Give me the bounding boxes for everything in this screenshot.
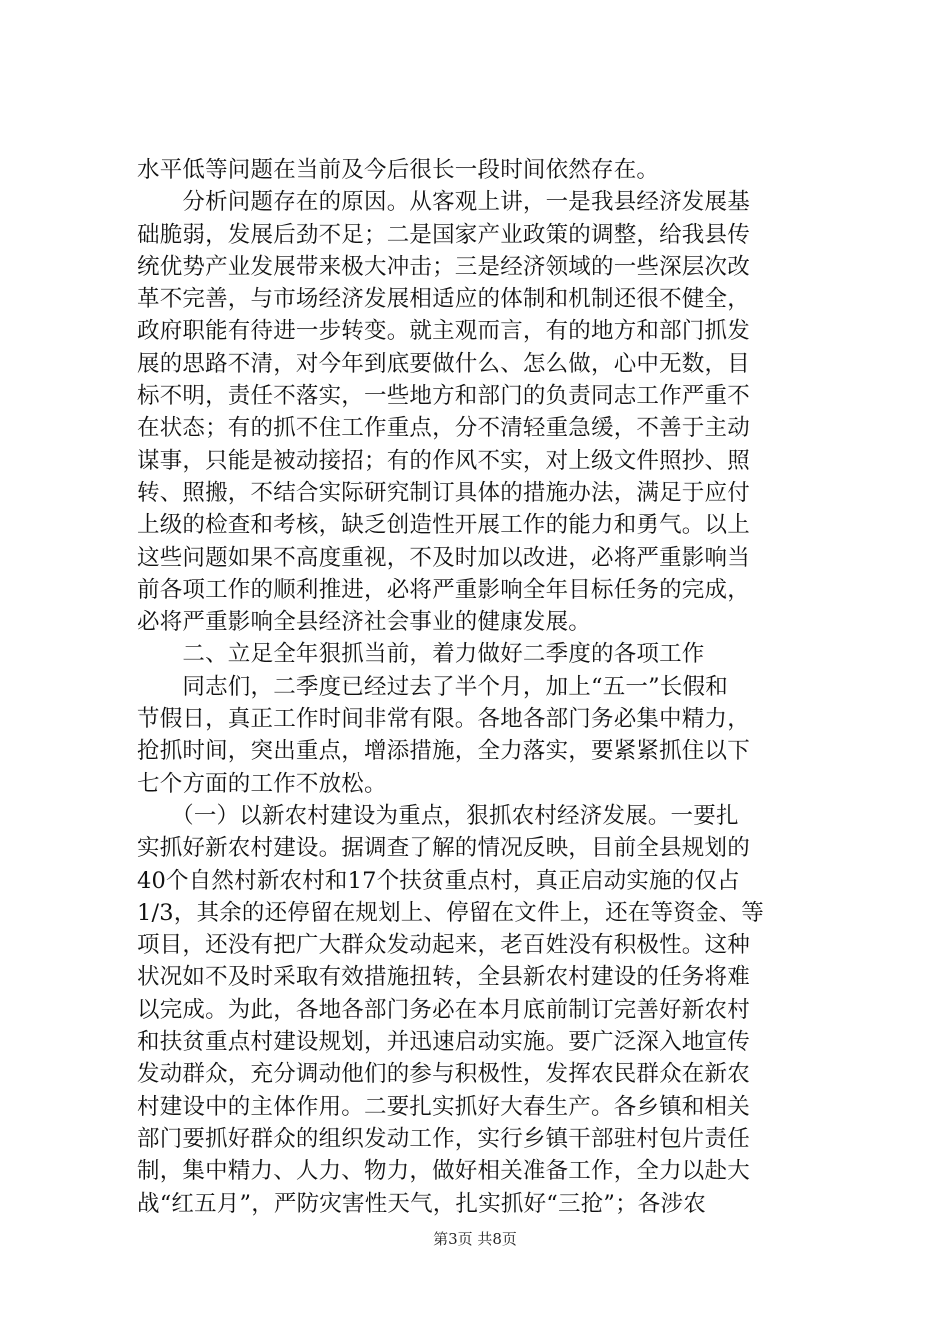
- text-line: （一）以新农村建设为重点，狠抓农村经济发展。一要扎: [137, 802, 739, 829]
- text-line: 统优势产业发展带来极大冲击；三是经济领域的一些深层次改: [137, 253, 750, 280]
- text-line: 前各项工作的顺利推进，必将严重影响全年目标任务的完成，: [137, 576, 750, 603]
- text-line: 同志们，二季度已经过去了半个月，加上“五一”长假和: [137, 673, 728, 700]
- text-line: 政府职能有待进一步转变。就主观而言，有的地方和部门抓发: [137, 318, 750, 345]
- text-line: 和扶贫重点村建设规划，并迅速启动实施。要广泛深入地宣传: [137, 1029, 750, 1056]
- text-line: 抢抓时间，突出重点，增添措施，全力落实，要紧紧抓住以下: [137, 738, 750, 765]
- text-line: 七个方面的工作不放松。: [137, 770, 387, 797]
- text-line: 必将严重影响全县经济社会事业的健康发展。: [137, 609, 592, 636]
- text-line: 项目，还没有把广大群众发动起来，老百姓没有积极性。这种: [137, 932, 750, 959]
- text-line: 发动群众，充分调动他们的参与积极性，发挥农民群众在新农: [137, 1061, 750, 1088]
- text-line: 状况如不及时采取有效措施扭转，全县新农村建设的任务将难: [137, 964, 750, 991]
- text-line: 谋事，只能是被动接招；有的作风不实，对上级文件照抄、照: [137, 447, 750, 474]
- text-line: 实抓好新农村建设。据调查了解的情况反映，目前全县规划的: [137, 835, 750, 862]
- text-line: 上级的检查和考核，缺乏创造性开展工作的能力和勇气。以上: [137, 512, 750, 539]
- text-line: 转、照搬，不结合实际研究制订具体的措施办法，满足于应付: [137, 479, 750, 506]
- text-line: 40个自然村新农村和17个扶贫重点村，真正启动实施的仅占: [137, 867, 740, 894]
- text-line: 1/3，其余的还停留在规划上、停留在文件上，还在等资金、等: [137, 899, 765, 926]
- text-line: 在状态；有的抓不住工作重点，分不清轻重急缓，不善于主动: [137, 415, 750, 442]
- text-line: 标不明，责任不落实，一些地方和部门的负责同志工作严重不: [137, 383, 750, 410]
- text-line: 节假日，真正工作时间非常有限。各地各部门务必集中精力，: [137, 706, 750, 733]
- section-heading: 二、立足全年狠抓当前，着力做好二季度的各项工作: [137, 641, 705, 668]
- text-line: 以完成。为此，各地各部门务必在本月底前制订完善好新农村: [137, 996, 750, 1023]
- text-line: 分析问题存在的原因。从客观上讲，一是我县经济发展基: [137, 189, 750, 216]
- text-line: 展的思路不清，对今年到底要做什么、怎么做，心中无数，目: [137, 350, 750, 377]
- text-line: 水平低等问题在当前及今后很长一段时间依然存在。: [137, 157, 660, 183]
- page-number-footer: 第3页 共8页: [433, 1230, 517, 1248]
- text-line: 础脆弱，发展后劲不足；二是国家产业政策的调整，给我县传: [137, 221, 750, 248]
- text-line: 革不完善，与市场经济发展相适应的体制和机制还很不健全，: [137, 286, 750, 313]
- body-text: [137, 154, 827, 1220]
- text-line: 战“红五月”，严防灾害性天气，扎实抓好“三抢”；各涉农: [137, 1190, 706, 1217]
- text-line: 部门要抓好群众的组织发动工作，实行乡镇干部驻村包片责任: [137, 1125, 750, 1152]
- text-line: 制，集中精力、人力、物力，做好相关准备工作，全力以赴大: [137, 1158, 750, 1185]
- text-line: 这些问题如果不高度重视，不及时加以改进，必将严重影响当: [137, 544, 750, 571]
- text-line: 村建设中的主体作用。二要扎实抓好大春生产。各乡镇和相关: [137, 1093, 750, 1120]
